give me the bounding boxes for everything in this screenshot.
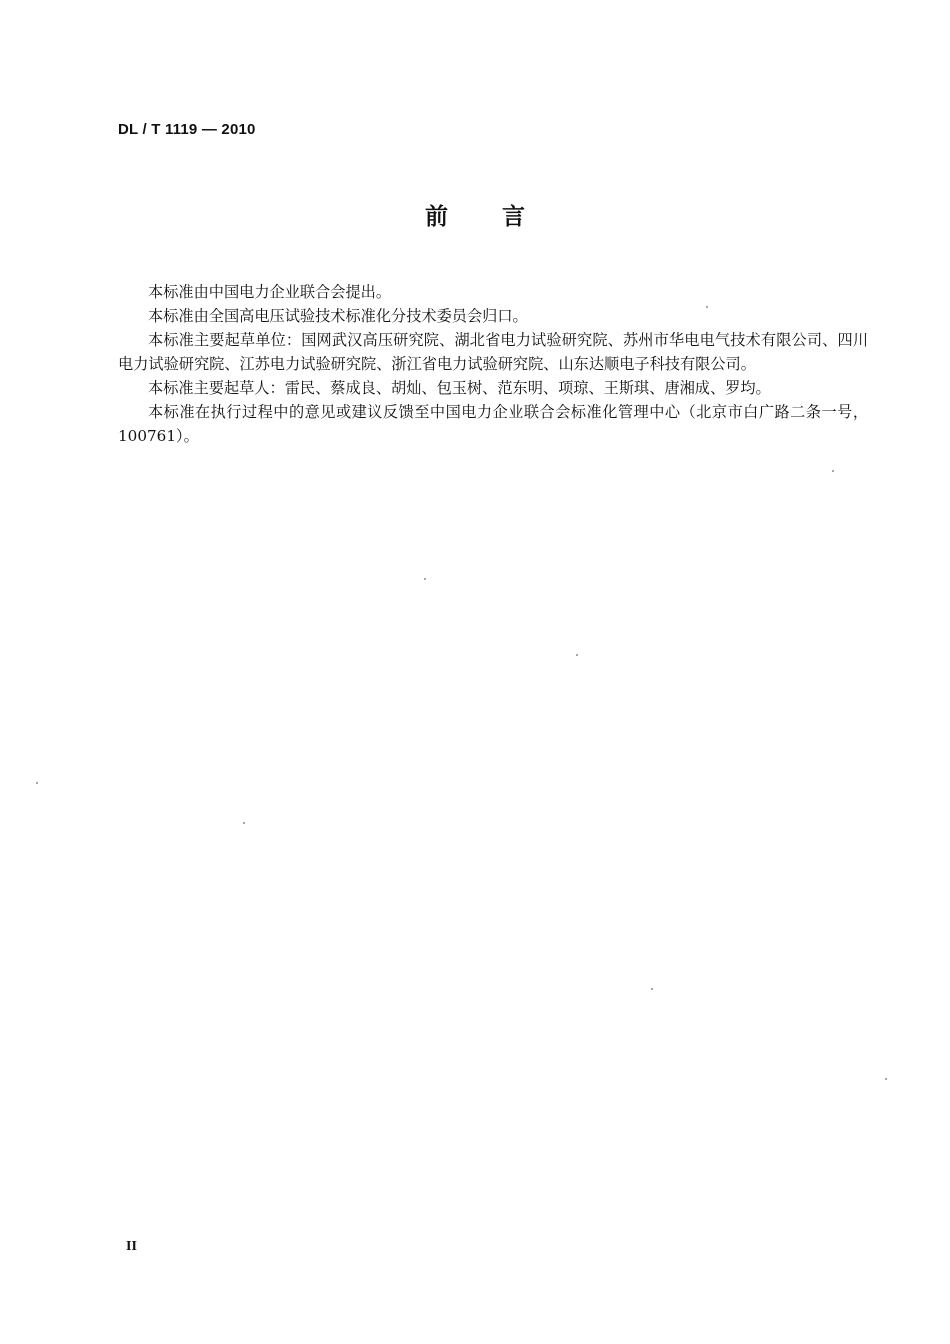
standard-code: DL / T 1119 — 2010 xyxy=(118,121,256,138)
scan-speck xyxy=(885,1078,887,1080)
scan-speck xyxy=(832,470,834,472)
paragraph-drafters: 本标准主要起草人：雷民、蔡成良、胡灿、包玉树、范东明、项琼、王斯琪、唐湘成、罗均。 xyxy=(148,379,771,397)
foreword-body xyxy=(118,280,868,448)
page-number: II xyxy=(126,1239,137,1254)
scan-speck xyxy=(576,654,578,656)
page-title-char-1: 前 xyxy=(425,204,448,230)
paragraph-feedback: 本标准在执行过程中的意见或建议反馈至中国电力企业联合会标准化管理中心（北京市白广路二条一号，100761）。 xyxy=(118,403,868,445)
scan-speck xyxy=(424,578,426,580)
scan-speck xyxy=(36,782,38,784)
paragraph-proposer: 本标准由中国电力企业联合会提出。 xyxy=(148,283,391,301)
page-title xyxy=(0,202,950,232)
scan-speck xyxy=(706,306,708,308)
paragraph-technical-committee: 本标准由全国高电压试验技术标准化分技术委员会归口。 xyxy=(148,307,528,325)
scan-speck xyxy=(651,988,653,990)
page-title-char-2: 言 xyxy=(502,204,525,230)
paragraph-drafting-units: 本标准主要起草单位：国网武汉高压研究院、湖北省电力试验研究院、苏州市华电电气技术有限公司、四川电力试验研究院、江苏电力试验研究院、浙江省电力试验研究院、山东达顺电子科技有限公司。 xyxy=(118,331,868,373)
scan-speck xyxy=(243,822,245,824)
